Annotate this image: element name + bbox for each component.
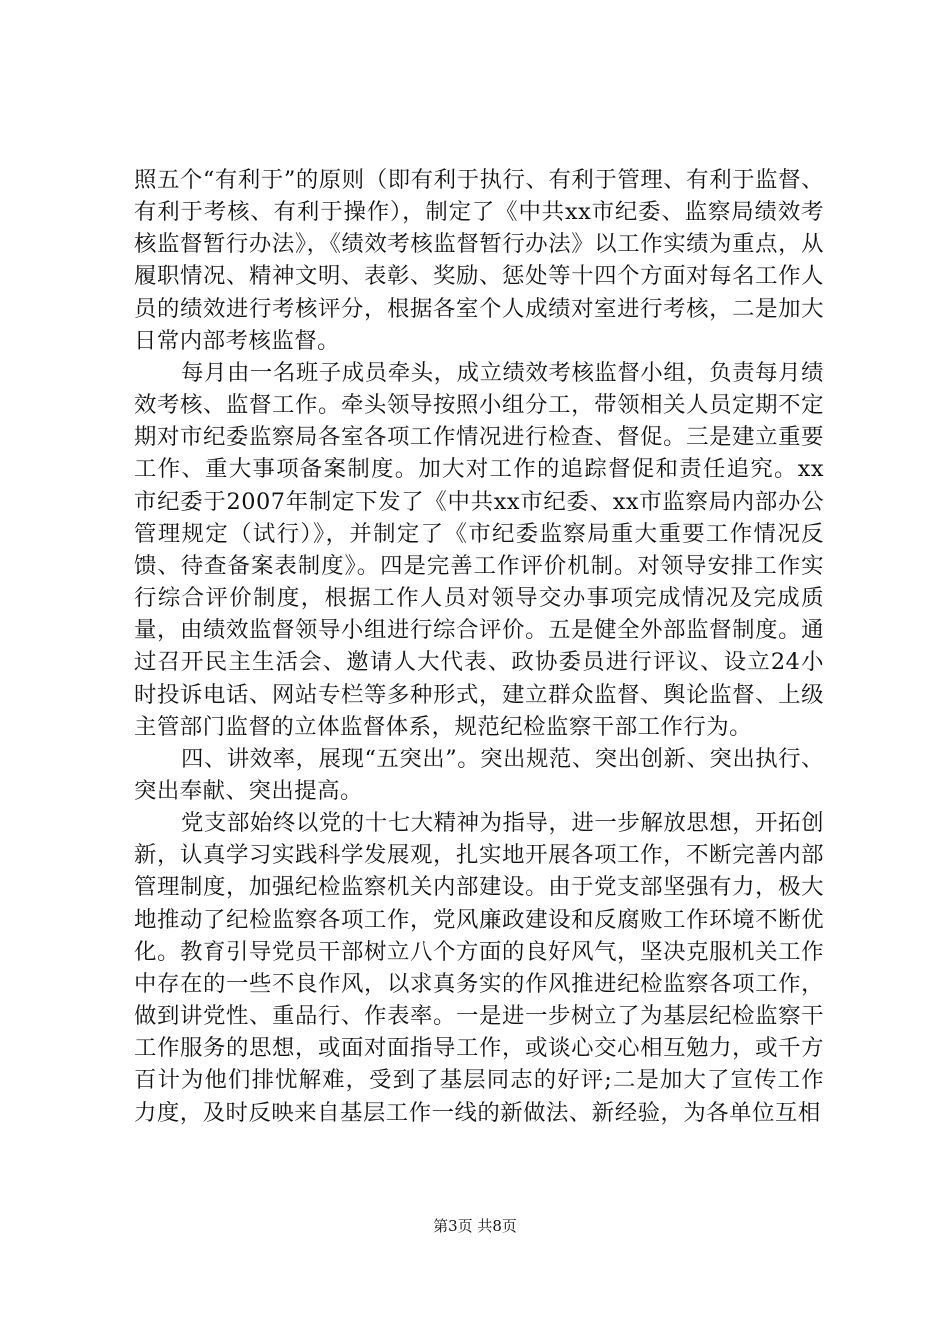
page-footer: 第3页 共8页 (433, 1217, 517, 1235)
paragraph-efficiency-heading: 四、讲效率，展现“五突出”。突出规范、突出创新、突出执行、突出奉献、突出提高。 (134, 745, 824, 804)
paragraph-continuation: 照五个“有利于”的原则（即有利于执行、有利于管理、有利于监督、有利于考核、有利于操作），制定了《中共xx市纪委、监察局绩效考核监督暂行办法》，《绩效考核监督暂行办法》以工作实绩为重点，从履职情况、精神文明、表彰、奖励、惩处等十四个方面对每名工作人员的绩效进行考核评分，根据各室个人成绩对室进行考核，二是加大日常内部考核监督。 (134, 167, 824, 354)
document-body (134, 164, 824, 1129)
paragraph-party-branch: 党支部始终以党的十七大精神为指导，进一步解放思想，开拓创新，认真学习实践科学发展观，扎实地开展各项工作，不断完善内部管理制度，加强纪检监察机关内部建设。由于党支部坚强有力，极大地推动了纪检监察各项工作，党风廉政建设和反腐败工作环境不断优化。教育引导党员干部树立八个方面的良好风气，坚决克服机关工作中存在的一些不良作风，以求真务实的作风推进纪检监察各项工作，做到讲党性、重品行、作表率。一是进一步树立了为基层纪检监察干工作服务的思想，或面对面指导工作，或谈心交心相互勉力，或千方百计为他们排忧解难，受到了基层同志的好评;二是加大了宣传工作力度，及时反映来自基层工作一线的新做法、新经验，为各单位互相 (134, 810, 824, 1126)
paragraph-supervision-group: 每月由一名班子成员牵头，成立绩效考核监督小组，负责每月绩效考核、监督工作。牵头领导按照小组分工，带领相关人员定期不定期对市纪委监察局各室各项工作情况进行检查、督促。三是建立重要工作、重大事项备案制度。加大对工作的追踪督促和责任追究。xx市纪委于2007年制定下发了《中共xx市纪委、xx市监察局内部办公管理规定（试行）》，并制定了《市纪委监察局重大重要工作情况反馈、待查备案表制度》。四是完善工作评价机制。对领导安排工作实行综合评价制度，根据工作人员对领导交办事项完成情况及完成质量，由绩效监督领导小组进行综合评价。五是健全外部监督制度。通过召开民主生活会、邀请人大代表、政协委员进行评议、设立24小时投诉电话、网站专栏等多种形式，建立群众监督、舆论监督、上级主管部门监督的立体监督体系，规范纪检监察干部工作行为。 (134, 359, 824, 740)
